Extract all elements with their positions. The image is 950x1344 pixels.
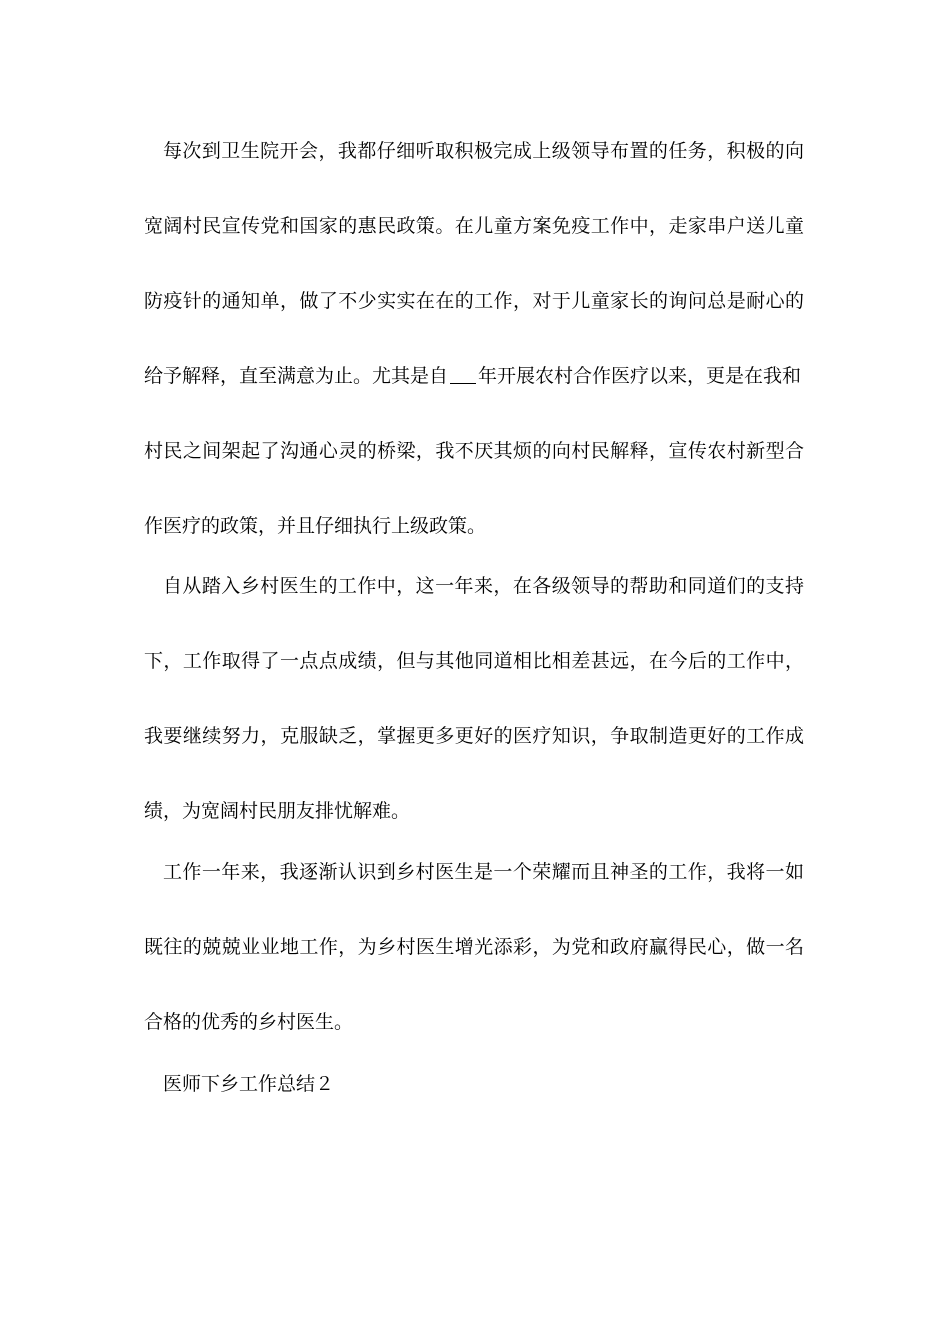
- paragraph-3-line-2: 既往的兢兢业业地工作，为乡村医生增光添彩，为党和政府赢得民心，做一名: [144, 936, 804, 958]
- paragraph-2-line-2: 下，工作取得了一点点成绩，但与其他同道相比相差甚远，在今后的工作中，: [144, 650, 804, 672]
- paragraph-1-line-5: 村民之间架起了沟通心灵的桥梁，我不厌其烦的向村民解释，宣传农村新型合: [144, 440, 804, 462]
- paragraph-1-line-2: 宽阔村民宣传党和国家的惠民政策。在儿童方案免疫工作中，走家串户送儿童: [144, 215, 804, 237]
- paragraph-3-line-3: 合格的优秀的乡村医生。: [144, 1011, 354, 1033]
- paragraph-1-line-3: 防疫针的通知单，做了不少实实在在的工作，对于儿童家长的询问总是耐心的: [144, 290, 804, 312]
- section-heading: 医师下乡工作总结２: [163, 1073, 335, 1095]
- paragraph-2-line-1: 自从踏入乡村医生的工作中，这一年来，在各级领导的帮助和同道们的支持: [163, 575, 804, 597]
- paragraph-2-line-4: 绩，为宽阔村民朋友排忧解难。: [144, 800, 411, 822]
- paragraph-1-line-4-part-2: 年开展农村合作医疗以来，更是在我和: [478, 365, 802, 387]
- paragraph-2-line-3: 我要继续努力，克服缺乏，掌握更多更好的医疗知识，争取制造更好的工作成: [144, 725, 804, 747]
- paragraph-1-line-4: [144, 361, 804, 391]
- fill-in-blank: [450, 365, 476, 384]
- paragraph-1-line-4-part-1: 给予解释，直至满意为止。尤其是自: [144, 365, 449, 387]
- paragraph-3-line-1: 工作一年来，我逐渐认识到乡村医生是一个荣耀而且神圣的工作，我将一如: [163, 861, 804, 883]
- paragraph-1-line-1: 每次到卫生院开会，我都仔细听取积极完成上级领导布置的任务，积极的向: [163, 140, 804, 162]
- paragraph-1-line-6: 作医疗的政策，并且仔细执行上级政策。: [144, 515, 487, 537]
